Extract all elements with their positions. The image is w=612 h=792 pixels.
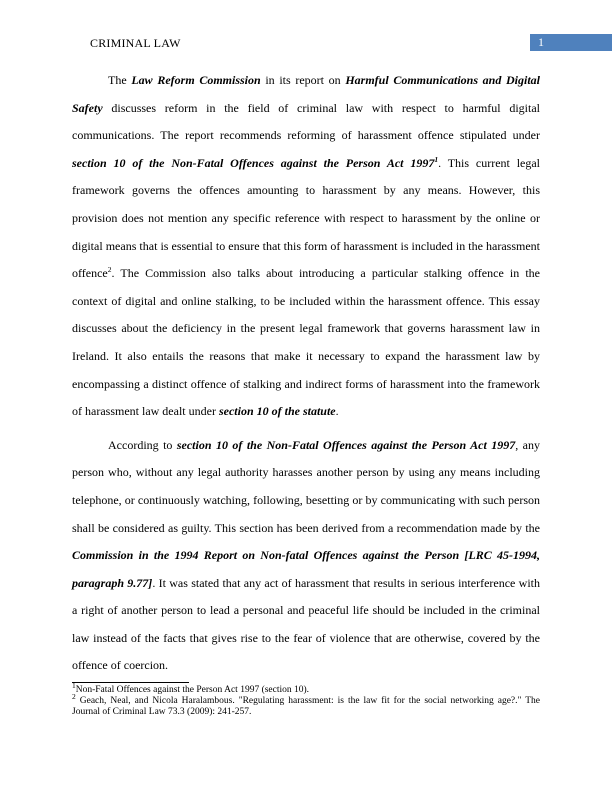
footnote-separator (72, 682, 189, 683)
paragraph-2 (72, 432, 540, 680)
text-run: . It was stated that any act of harassment that results in serious interference with a right of another person to lead a personal and peaceful life should be included in the criminal law instead of the facts that gives rise to the fear of violence that are otherwise, covered by the offence of coercion. (72, 575, 540, 673)
footnote-2 (72, 691, 540, 718)
footnote-mark: 2 (72, 691, 76, 701)
text-run: According to (108, 437, 177, 452)
footnote-text: Non-Fatal Offences against the Person Act 1997 (section 10). (75, 685, 310, 695)
text-run: discusses reform in the field of criminal law with respect to harmful digital communications. The report recommends reforming of harassment offence stipulated under (72, 100, 540, 143)
running-head: CRIMINAL LAW (90, 36, 181, 50)
text-run: . (335, 404, 339, 419)
emphasis-statute-ref: section 10 of the statute (218, 404, 336, 419)
footnote-text: Geach, Neal, and Nicola Haralambous. "Regulating harassment: is the law fit for the social networking age?." The Journal of Criminal Law 73.3 (2009): 241-257. (72, 696, 540, 717)
footnote-ref-1: 1 (434, 154, 439, 164)
footnote-1 (72, 680, 540, 696)
text-run: . This current legal framework governs the offences amounting to harassment by any means. However, this provision does not mention any specific reference with respect to harassment by the online or digital means that is essential to ensure that this form of harassment is included in the harassment offence (72, 155, 541, 281)
paragraph-1 (72, 67, 540, 426)
emphasis-law-reform-commission: Law Reform Commission (131, 73, 261, 87)
body-text (72, 67, 540, 686)
emphasis-statute-section: section 10 of the Non-Fatal Offences against the Person Act 1997 (72, 155, 435, 170)
footnote-mark: 1 (72, 680, 76, 690)
emphasis-statute-section: section 10 of the Non-Fatal Offences against the Person Act 1997 (176, 437, 516, 452)
text-run: . The Commission also talks about introducing a particular stalking offence in the context of digital and online stalking, to be included within the harassment offence. This essay discusses about the deficiency in the present legal framework that governs harassment law in Ireland. It also entails the reasons that make it necessary to expand the harassment law by encompassing a distinct offence of stalking and indirect forms of harassment into the framework of harassment law dealt under (72, 266, 540, 419)
emphasis-commission-report: Commission in the 1994 Report on Non-fatal Offences against the Person [LRC 45-1994, paragraph 9.77] (72, 548, 540, 590)
text-run: in its report on (260, 73, 346, 87)
footnotes (72, 680, 540, 718)
emphasis-report-title: Harmful Communications and Digital Safety (72, 73, 541, 115)
footnote-ref-2: 2 (107, 265, 112, 275)
page-number: 1 (530, 34, 612, 51)
text-run: The (108, 73, 132, 87)
text-run: , any person who, without any legal authority harasses another person by using any means including telephone, or continuously watching, following, besetting or by communicating with such person shall be considered as guilty. This section has been derived from a recommendation made by the (72, 437, 540, 535)
